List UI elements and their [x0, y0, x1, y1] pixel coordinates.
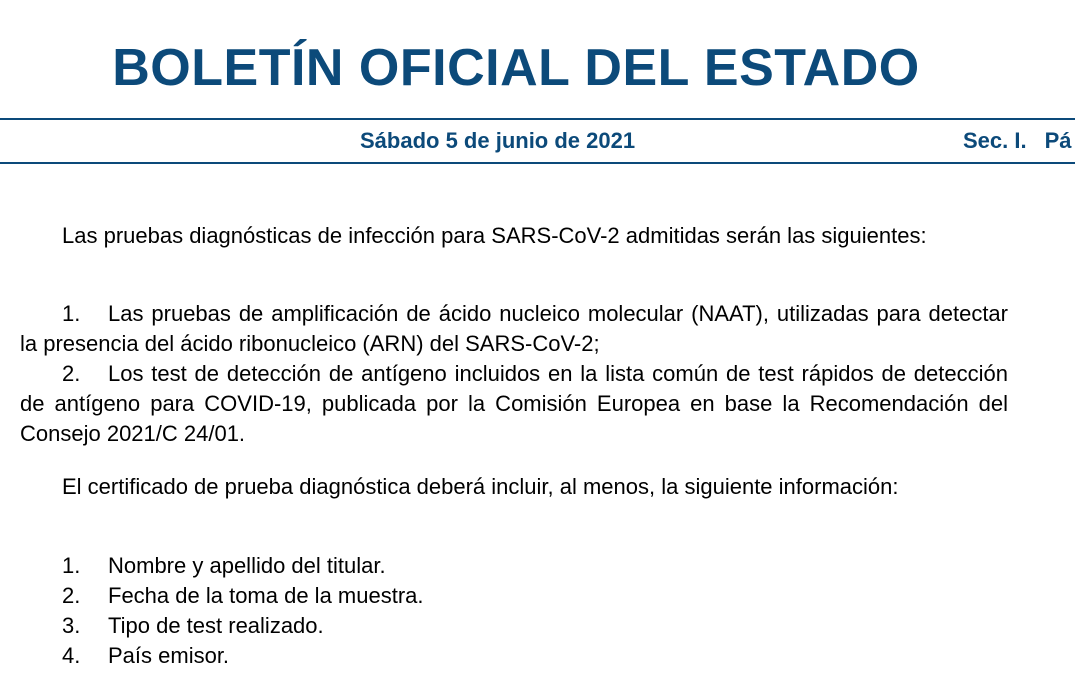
list-item-text: Los test de detección de antígeno incluidos en la lista común de test rápidos de detección de antígeno para COVID-19, publicada por la Comisión Europea en base la Recomendación del Consejo 2021/C 24/01. [20, 361, 1008, 446]
list-item-number: 2. [62, 583, 81, 608]
list-item-text: Tipo de test realizado. [108, 613, 324, 638]
list-item-number: 2. [62, 361, 81, 386]
list-item [20, 551, 1008, 581]
header-date: Sábado 5 de junio de 2021 [360, 128, 636, 153]
paragraph-certificate-intro: El certificado de prueba diagnóstica deberá incluir, al menos, la siguiente información: [62, 474, 899, 499]
list-item-text: Fecha de la toma de la muestra. [108, 583, 424, 608]
list-item-text: Las pruebas de amplificación de ácido nucleico molecular (NAAT), utilizadas para detectar la presencia del ácido ribonucleico (ARN) del SARS-CoV-2; [20, 301, 1008, 356]
list-item-text: País emisor. [108, 643, 230, 668]
list-item-number: 4. [62, 643, 81, 668]
section-label: Sec. I. [963, 128, 1027, 153]
list-item [20, 359, 1008, 449]
list-item [20, 299, 1008, 359]
masthead-title: BOLETÍN OFICIAL DEL ESTADO [112, 39, 920, 97]
page-label: Pá [1044, 128, 1072, 153]
tests-list [20, 299, 1008, 449]
list-item [20, 641, 1008, 671]
header-section [963, 128, 1075, 154]
header-rule-top [0, 118, 1075, 120]
header-rule-bottom [0, 162, 1075, 164]
list-item-number: 1. [62, 301, 81, 326]
list-item-number: 1. [62, 553, 81, 578]
list-item-text: Nombre y apellido del titular. [108, 553, 386, 578]
list-item-number: 3. [62, 613, 81, 638]
list-item [20, 581, 1008, 611]
paragraph-tests-intro: Las pruebas diagnósticas de infección para SARS-CoV-2 admitidas serán las siguientes: [62, 223, 927, 248]
info-list [20, 551, 1008, 671]
list-item [20, 611, 1008, 641]
